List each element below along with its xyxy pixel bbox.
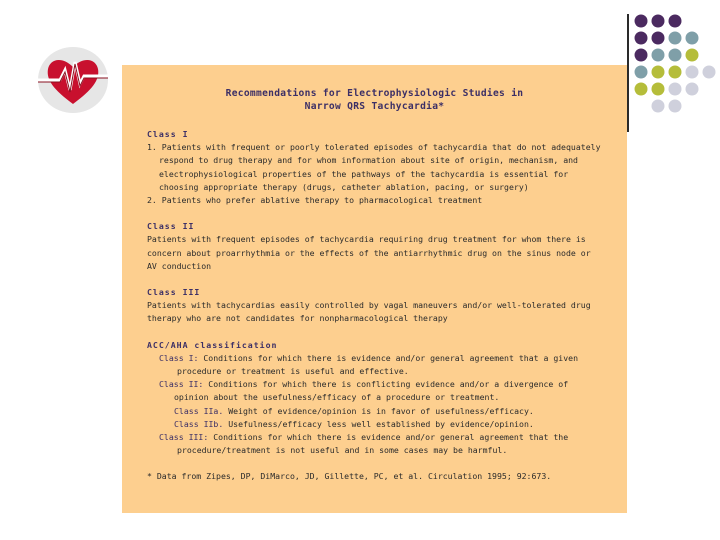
decorative-dots (633, 12, 720, 118)
acc-class-2b-line (147, 418, 617, 431)
class-3-line-1: Patients with tachycardias easily controlled by vagal maneuvers and/or well-tolerated drug (147, 300, 591, 311)
acc-class-1-line-1 (147, 352, 617, 365)
slide-title (122, 87, 627, 113)
acc-class-3-label: Class III: (159, 432, 209, 443)
class-1-item-1-line-2: respond to drug therapy and for whom information about site of origin, mechanism, and (159, 155, 578, 166)
acc-class-2-text: Conditions for which there is conflicting evidence and/or a divergence of (203, 379, 569, 390)
acc-class-3-text: Conditions for which there is evidence and/or general agreement that the (208, 432, 569, 443)
acc-class-2-line-1 (147, 378, 617, 391)
content-panel (122, 65, 627, 513)
acc-class-1-label: Class I: (159, 352, 199, 363)
class-2-line-1: Patients with frequent episodes of tachycardia requiring drug treatment for whom there is (147, 234, 586, 245)
acc-class-1-line-2: procedure or treatment is useful and effective. (177, 366, 409, 377)
acc-class-1-text: Conditions for which there is evidence and/or general agreement that a given (198, 352, 578, 363)
acc-aha-heading: ACC/AHA classification (147, 339, 278, 350)
class-1-item-1-line-4: choosing appropriate therapy (drugs, catheter ablation, pacing, or surgery) (159, 181, 529, 192)
class-3-heading: Class III (147, 287, 201, 298)
divider-line (627, 14, 629, 132)
acc-class-2b-text: Usefulness/efficacy less well established by evidence/opinion. (223, 418, 534, 429)
acc-class-2a-line (147, 405, 617, 418)
acc-class-3-line-2: procedure/treatment is not useful and in some cases may be harmful. (177, 445, 508, 456)
class-2-line-3: AV conduction (147, 260, 212, 271)
title-line-2: Narrow QRS Tachycardia* (304, 101, 445, 112)
heart-ekg-icon (34, 40, 112, 118)
recommendations-body (147, 128, 617, 484)
class-2-line-2: concern about proarrhythmia or the effects of the antiarrhythmic drug on the sinus node or (147, 247, 591, 258)
class-1-heading: Class I (147, 129, 189, 139)
acc-class-2-line-2: opinion about the usefulness/efficacy of a procedure or treatment. (174, 392, 500, 403)
class-1-item-1-line-1: 1. Patients with frequent or poorly tolerated episodes of tachycardia that do not adequately (147, 142, 601, 153)
acc-class-2b-label: Class IIb. (174, 418, 224, 429)
class-3-line-2: therapy who are not candidates for nonpharmacological therapy (147, 313, 448, 324)
acc-class-2a-label: Class IIa. (174, 405, 224, 416)
class-1-item-1-line-3: electrophysiological properties of the pathways of the tachycardia is essential for (159, 168, 569, 179)
acc-class-3-line-1 (147, 431, 617, 444)
footnote: * Data from Zipes, DP, DiMarco, JD, Gillette, PC, et al. Circulation 1995; 92:673. (147, 471, 552, 482)
acc-class-2a-text: Weight of evidence/opinion is in favor of usefulness/efficacy. (223, 405, 534, 416)
acc-class-2-label: Class II: (159, 379, 204, 390)
class-2-heading: Class II (147, 221, 195, 232)
title-line-1: Recommendations for Electrophysiologic Studies in (225, 88, 524, 99)
class-1-item-2: 2. Patients who prefer ablative therapy to pharmacological treatment (147, 195, 483, 206)
